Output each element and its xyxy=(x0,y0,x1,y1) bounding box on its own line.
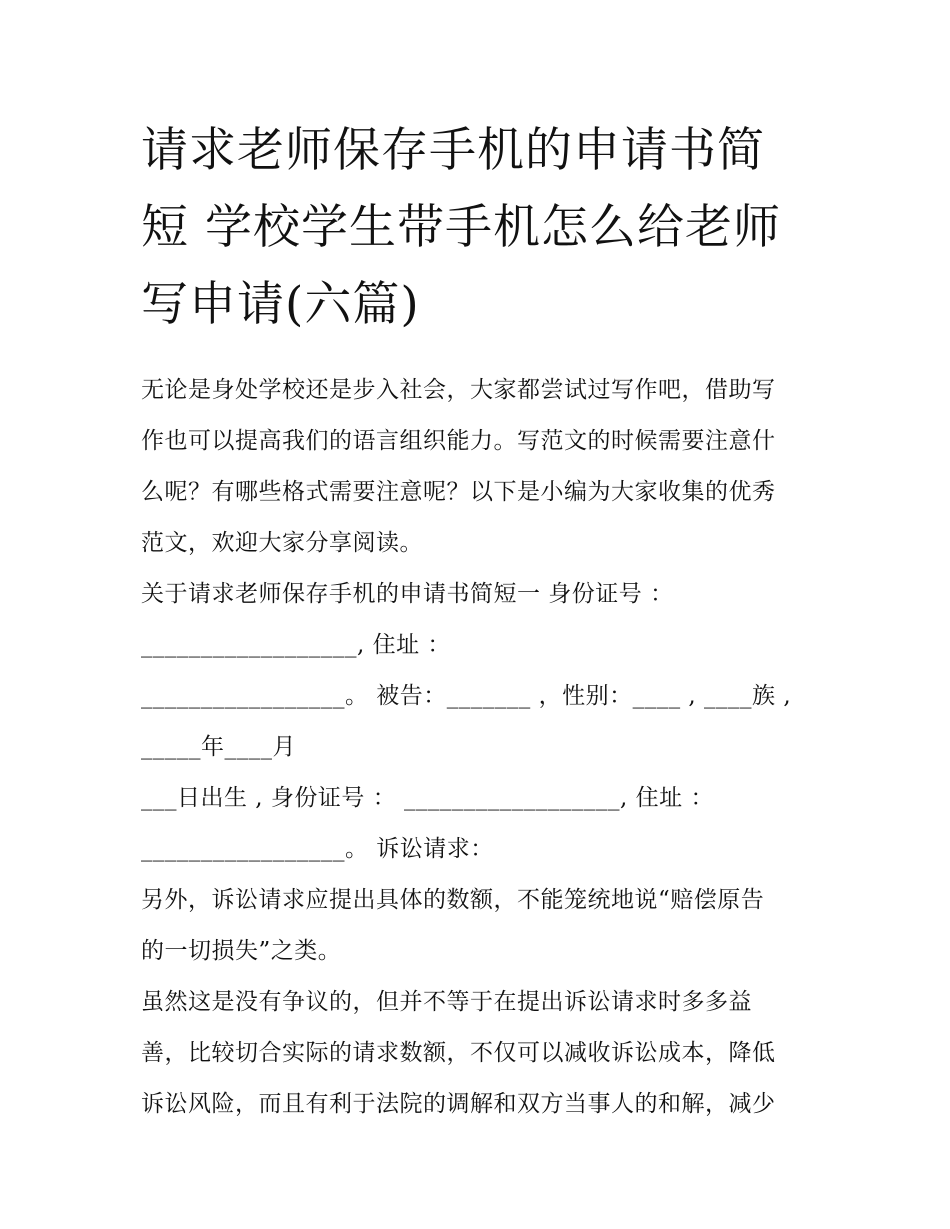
body-line-15: 诉讼风险，而且有利于法院的调解和双方当事人的和解，减少 xyxy=(141,1091,776,1117)
body-line-6: __________________, 住址 ： xyxy=(141,632,451,658)
title-line-2: 短 学校学生带手机怎么给老师 xyxy=(141,200,781,255)
body-line-4: 范文，欢迎大家分享阅读。 xyxy=(141,530,423,556)
body-line-11: 另外，诉讼请求应提出具体的数额，不能笼统地说“赔偿原告 xyxy=(141,887,765,913)
body-line-12: 的一切损失”之类。 xyxy=(141,938,342,964)
document-title xyxy=(141,112,821,343)
body-line-14: 善，比较切合实际的请求数额，不仅可以减收诉讼成本，降低 xyxy=(141,1040,776,1066)
body-line-3: 么呢？有哪些格式需要注意呢？以下是小编为大家收集的优秀 xyxy=(141,479,776,505)
body-line-7: _________________。 被告：_______ ，性别：____ , ____族 , xyxy=(141,683,792,709)
body-line-10: _________________。 诉讼请求： xyxy=(141,836,494,862)
body-line-2: 作也可以提高我们的语言组织能力。写范文的时候需要注意什 xyxy=(141,428,776,454)
document-page xyxy=(141,112,821,1130)
body-line-9: ___日出生 , 身份证号 ： __________________, 住址 ： xyxy=(141,785,714,811)
body-line-5: 关于请求老师保存手机的申请书简短一 身份证号 ： xyxy=(141,581,674,607)
document-body xyxy=(141,365,821,1130)
body-line-13: 虽然这是没有争议的，但并不等于在提出诉讼请求时多多益 xyxy=(141,989,752,1015)
body-line-1: 无论是身处学校还是步入社会，大家都尝试过写作吧，借助写 xyxy=(141,377,776,403)
title-line-3: 写申请(六篇) xyxy=(141,277,420,332)
title-line-1: 请求老师保存手机的申请书简 xyxy=(141,123,765,178)
body-line-8: _____年____月 xyxy=(141,734,296,760)
